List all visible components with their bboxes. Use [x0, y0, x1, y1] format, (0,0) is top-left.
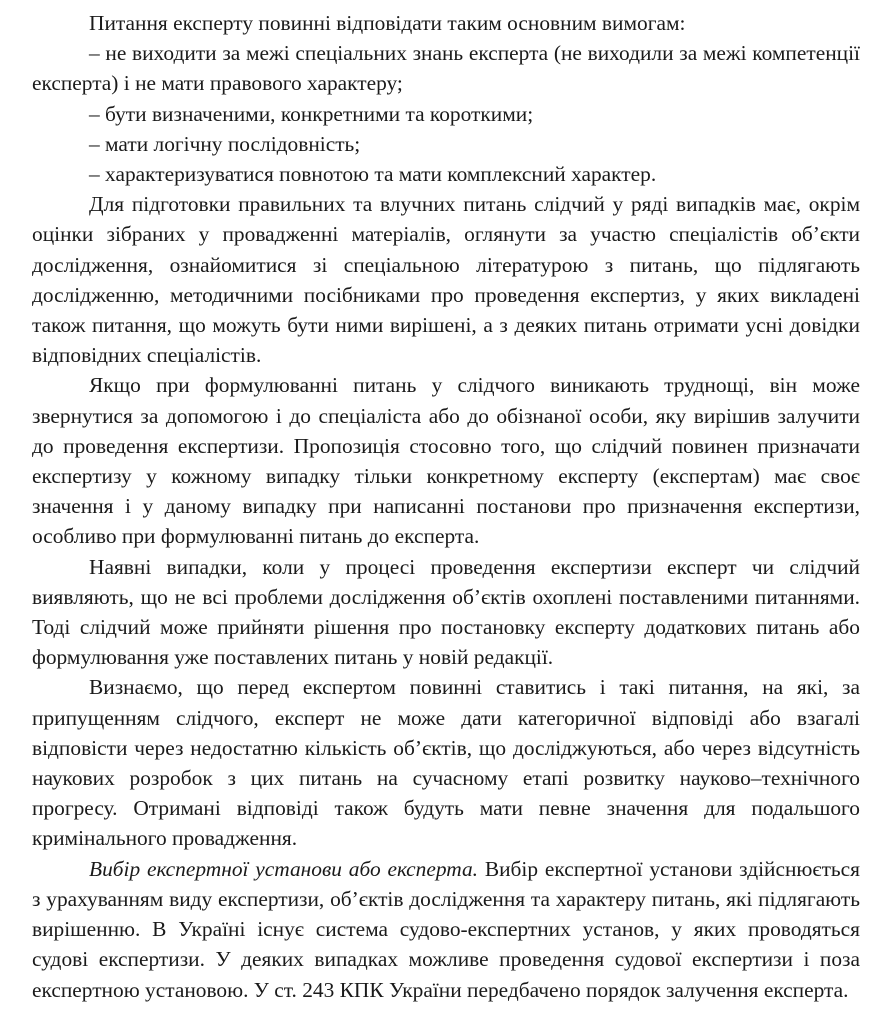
- requirement-item-4: – характеризуватися повнотою та мати комплексний характер.: [89, 162, 657, 187]
- paragraph-preparation: Для підготовки правильних та влучних питань слідчий у ряді випадків має, окрім оцінки зібраних у провадженні матеріалів, оглянути за участю спеціалістів об’єкти дослідження, ознайомитися зі спеціальною літературою з питань, що підлягають дослідженню, методичними посібниками про проведення експертиз, у яких викладені також питання, що можуть бути ними вирішені, а з деяких питань отримати усні довідки відповідних спеціалістів.: [32, 192, 860, 368]
- requirement-item-2: – бути визначеними, конкретними та короткими;: [89, 101, 534, 126]
- paragraph-additional-questions: Наявні випадки, коли у процесі проведення експертизи експерт чи слідчий виявляють, що не всі проблеми дослідження об’єктів охоплені поставленими питаннями. Тоді слідчий може прийняти рішення про постановку експерту додаткових питань або формулювання уже поставлених питань у новій редакції.: [32, 554, 860, 670]
- intro-paragraph: Питання експерту повинні відповідати таким основним вимогам:: [89, 11, 686, 35]
- section-paragraph: [32, 854, 860, 1005]
- section-body: Вибір експертної установи здійснюється з урахуванням виду експертизи, об’єктів дослідження та характеру питань, які підлягають вирішенню. В Україні існує система судово-експертних установ, у яких проводяться судові експертизи. У деяких випадках можливе проведення судової експертизи і поза експертною установою. У ст. 243 КПК України передбачено порядок залучення експерта.: [32, 856, 861, 1002]
- requirement-item-3: – мати логічну послідовність;: [89, 131, 361, 156]
- section-heading: Вибір експертної установи або експерта.: [89, 856, 478, 881]
- paragraph-categorical-answers: Визнаємо, що перед експертом повинні ставитись і такі питання, на які, за припущенням слідчого, експерт не може дати категоричної відповіді або взагалі відповісти через недостатню кількість об’єктів, що досліджуються, або через відсутність наукових розробок з цих питань на сучасному етапі розвитку науково–технічного прогресу. Отримані відповіді також будуть мати певне значення для подальшого кримінального провадження.: [32, 675, 860, 851]
- paragraph-difficulties: Якщо при формулюванні питань у слідчого виникають труднощі, він може звернутися за допомогою і до спеціаліста або до обізнаної особи, яку вирішив залучити до проведення експертизи. Пропозиція стосовно того, що слідчий повинен призначати експертизу у кожному випадку тільки конкретному експерту (експертам) має своє значення і у даному випадку при написанні постанови про призначення експертизи, особливо при формулюванні питань до експерта.: [32, 373, 860, 549]
- document-page: [32, 8, 860, 1005]
- requirement-item-1: – не виходити за межі спеціальних знань експерта (не виходили за межі компетенції експерта) і не мати правового характеру;: [32, 41, 860, 96]
